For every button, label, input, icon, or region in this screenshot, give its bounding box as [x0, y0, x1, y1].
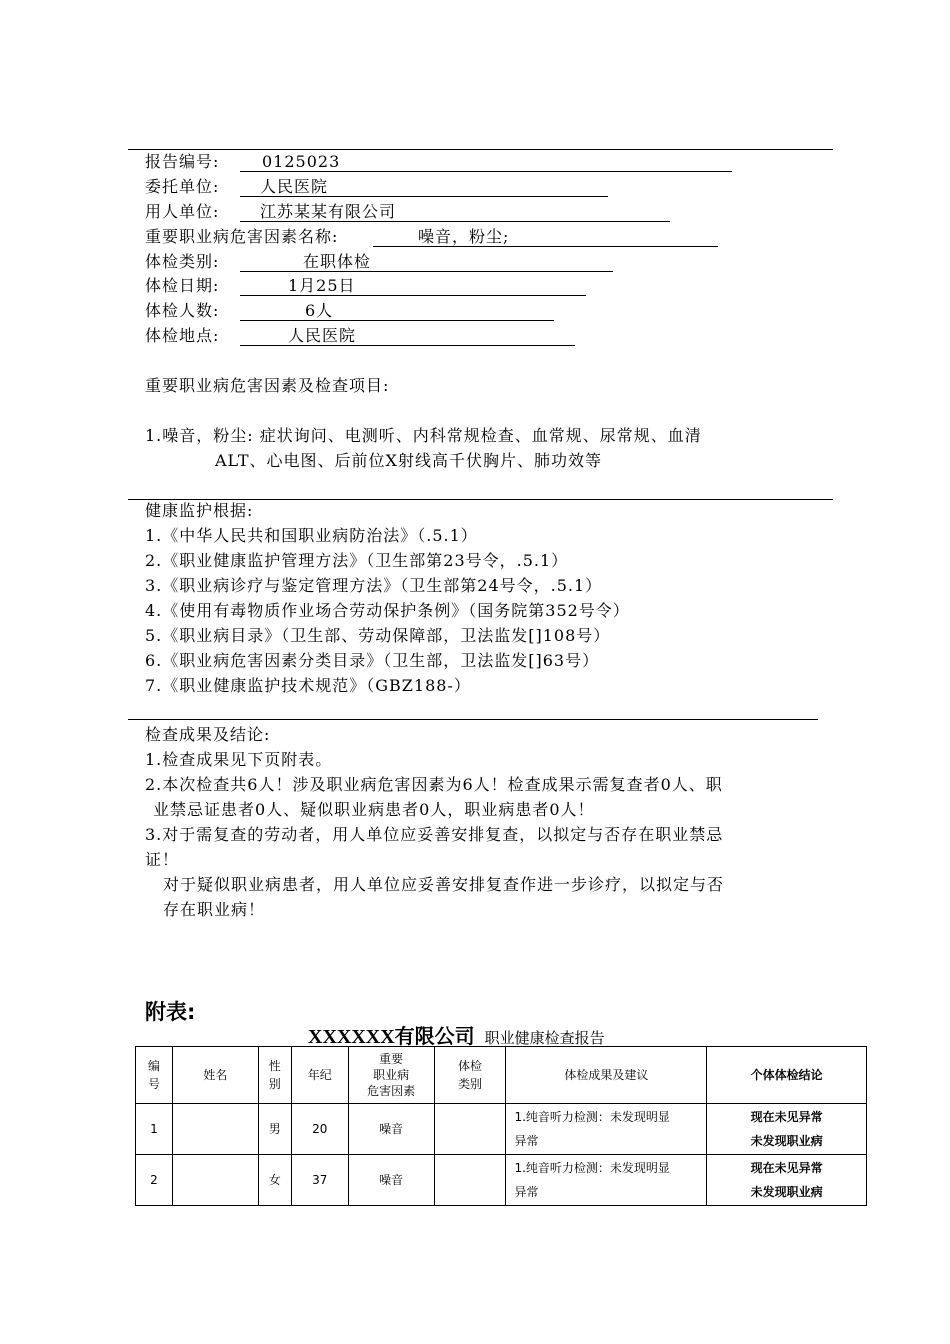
cell-hazard: 噪音 — [348, 1155, 434, 1206]
header-conclusion: 个体体检结论 — [707, 1047, 867, 1104]
results-line: 业禁忌证患者0人、疑似职业病患者0人，职业病患者0人！ — [153, 800, 595, 819]
basis-section-title: 健康监护根据: — [145, 501, 254, 520]
cell-name — [172, 1104, 258, 1155]
header-result: 体检成果及建议 — [506, 1047, 707, 1104]
field-value: 人民医院 — [288, 326, 357, 345]
header-hazard: 重要 职业病 危害因素 — [348, 1047, 434, 1104]
table-row — [136, 1104, 867, 1155]
results-line: 2.本次检查共6人！涉及职业病危害因素为6人！检查成果示需复查者0人、职 — [145, 775, 723, 794]
header-no: 编 号 — [136, 1047, 173, 1104]
field-label: 体检日期: — [145, 276, 220, 295]
results-section-title: 检查成果及结论: — [145, 725, 271, 744]
basis-item: 5.《职业病目录》（卫生部、劳动保障部，卫法监发[]108号） — [145, 626, 611, 645]
items-line-1: 1.噪音，粉尘: 症状询问、电测听、内科常规检查、血常规、尿常规、血清 — [145, 426, 702, 445]
table-row — [136, 1155, 867, 1206]
field-label: 委托单位: — [145, 177, 220, 196]
cell-age: 20 — [291, 1104, 348, 1155]
field-label: 重要职业病危害因素名称: — [145, 227, 339, 246]
basis-item: 3.《职业病诊疗与鉴定管理方法》（卫生部第24号令，.5.1） — [145, 576, 603, 595]
field-employer — [145, 202, 397, 222]
basis-item: 4.《使用有毒物质作业场合劳动保护条例》（国务院第352号令） — [145, 601, 630, 620]
cell-hazard: 噪音 — [348, 1104, 434, 1155]
company-name: XXXXXX有限公司 — [308, 1026, 475, 1048]
cell-sex: 男 — [258, 1104, 291, 1155]
results-line: 证！ — [145, 850, 180, 869]
cell-sex: 女 — [258, 1155, 291, 1206]
cell-age: 37 — [291, 1155, 348, 1206]
cell-name — [172, 1155, 258, 1206]
cell-conclusion: 现在未见异常 未发现职业病 — [707, 1104, 867, 1155]
items-line-2: ALT、心电图、后前位X射线高千伏胸片、肺功效等 — [215, 451, 602, 470]
field-hazard-factors — [145, 227, 510, 247]
cell-result: 1.纯音听力检测：未发现明显 异常 — [506, 1104, 707, 1155]
field-entrusting-unit — [145, 177, 329, 197]
table-header-row — [136, 1047, 867, 1104]
appendix-heading: 附表: — [145, 1000, 196, 1024]
cell-no: 1 — [136, 1104, 173, 1155]
header-age: 年纪 — [291, 1047, 348, 1104]
field-value: 0125023 — [262, 152, 341, 171]
cell-conclusion: 现在未见异常 未发现职业病 — [707, 1155, 867, 1206]
field-value: 江苏某某有限公司 — [260, 202, 397, 221]
header-exam-type: 体检 类别 — [434, 1047, 506, 1104]
field-exam-count — [145, 301, 334, 321]
results-line: 对于疑似职业病患者，用人单位应妥善安排复查作进一步诊疗，以拟定与否 — [163, 875, 725, 894]
field-value: 人民医院 — [260, 177, 329, 196]
field-report-number — [145, 152, 341, 172]
basis-item: 2.《职业健康监护管理方法》（卫生部第23号令，.5.1） — [145, 551, 569, 570]
cell-result: 1.纯音听力检测：未发现明显 异常 — [506, 1155, 707, 1206]
field-value: 噪音，粉尘; — [418, 227, 510, 246]
field-value: 在职体检 — [303, 252, 372, 271]
results-line: 存在职业病！ — [163, 900, 266, 919]
basis-item: 7.《职业健康监护技术规范》（GBZ188-） — [145, 676, 471, 695]
cell-no: 2 — [136, 1155, 173, 1206]
field-label: 体检人数: — [145, 301, 220, 320]
field-label: 报告编号: — [145, 152, 220, 171]
field-label: 体检类别: — [145, 252, 220, 271]
basis-item: 1.《中华人民共和国职业病防治法》（.5.1） — [145, 526, 478, 545]
field-label: 体检地点: — [145, 326, 220, 345]
cell-exam-type — [434, 1155, 506, 1206]
field-exam-location — [145, 326, 357, 346]
field-exam-date — [145, 276, 356, 296]
cell-exam-type — [434, 1104, 506, 1155]
top-rule — [128, 149, 833, 150]
field-value: 6人 — [305, 301, 334, 320]
field-exam-type — [145, 252, 372, 272]
health-exam-table — [135, 1046, 867, 1206]
field-label: 用人单位: — [145, 202, 220, 221]
appendix-table-title — [308, 1020, 605, 1049]
field-value: 1月25日 — [288, 276, 356, 295]
header-sex: 性 别 — [258, 1047, 291, 1104]
header-name: 姓名 — [172, 1047, 258, 1104]
items-section-title: 重要职业病危害因素及检查项目: — [145, 376, 390, 395]
basis-item: 6.《职业病危害因素分类目录》（卫生部，卫法监发[]63号） — [145, 651, 600, 670]
section-rule-results — [128, 719, 818, 720]
report-name: 职业健康检查报告 — [484, 1029, 605, 1047]
results-line: 1.检查成果见下页附表。 — [145, 750, 333, 769]
results-line: 3.对于需复查的劳动者，用人单位应妥善安排复查，以拟定与否存在职业禁忌 — [145, 825, 724, 844]
